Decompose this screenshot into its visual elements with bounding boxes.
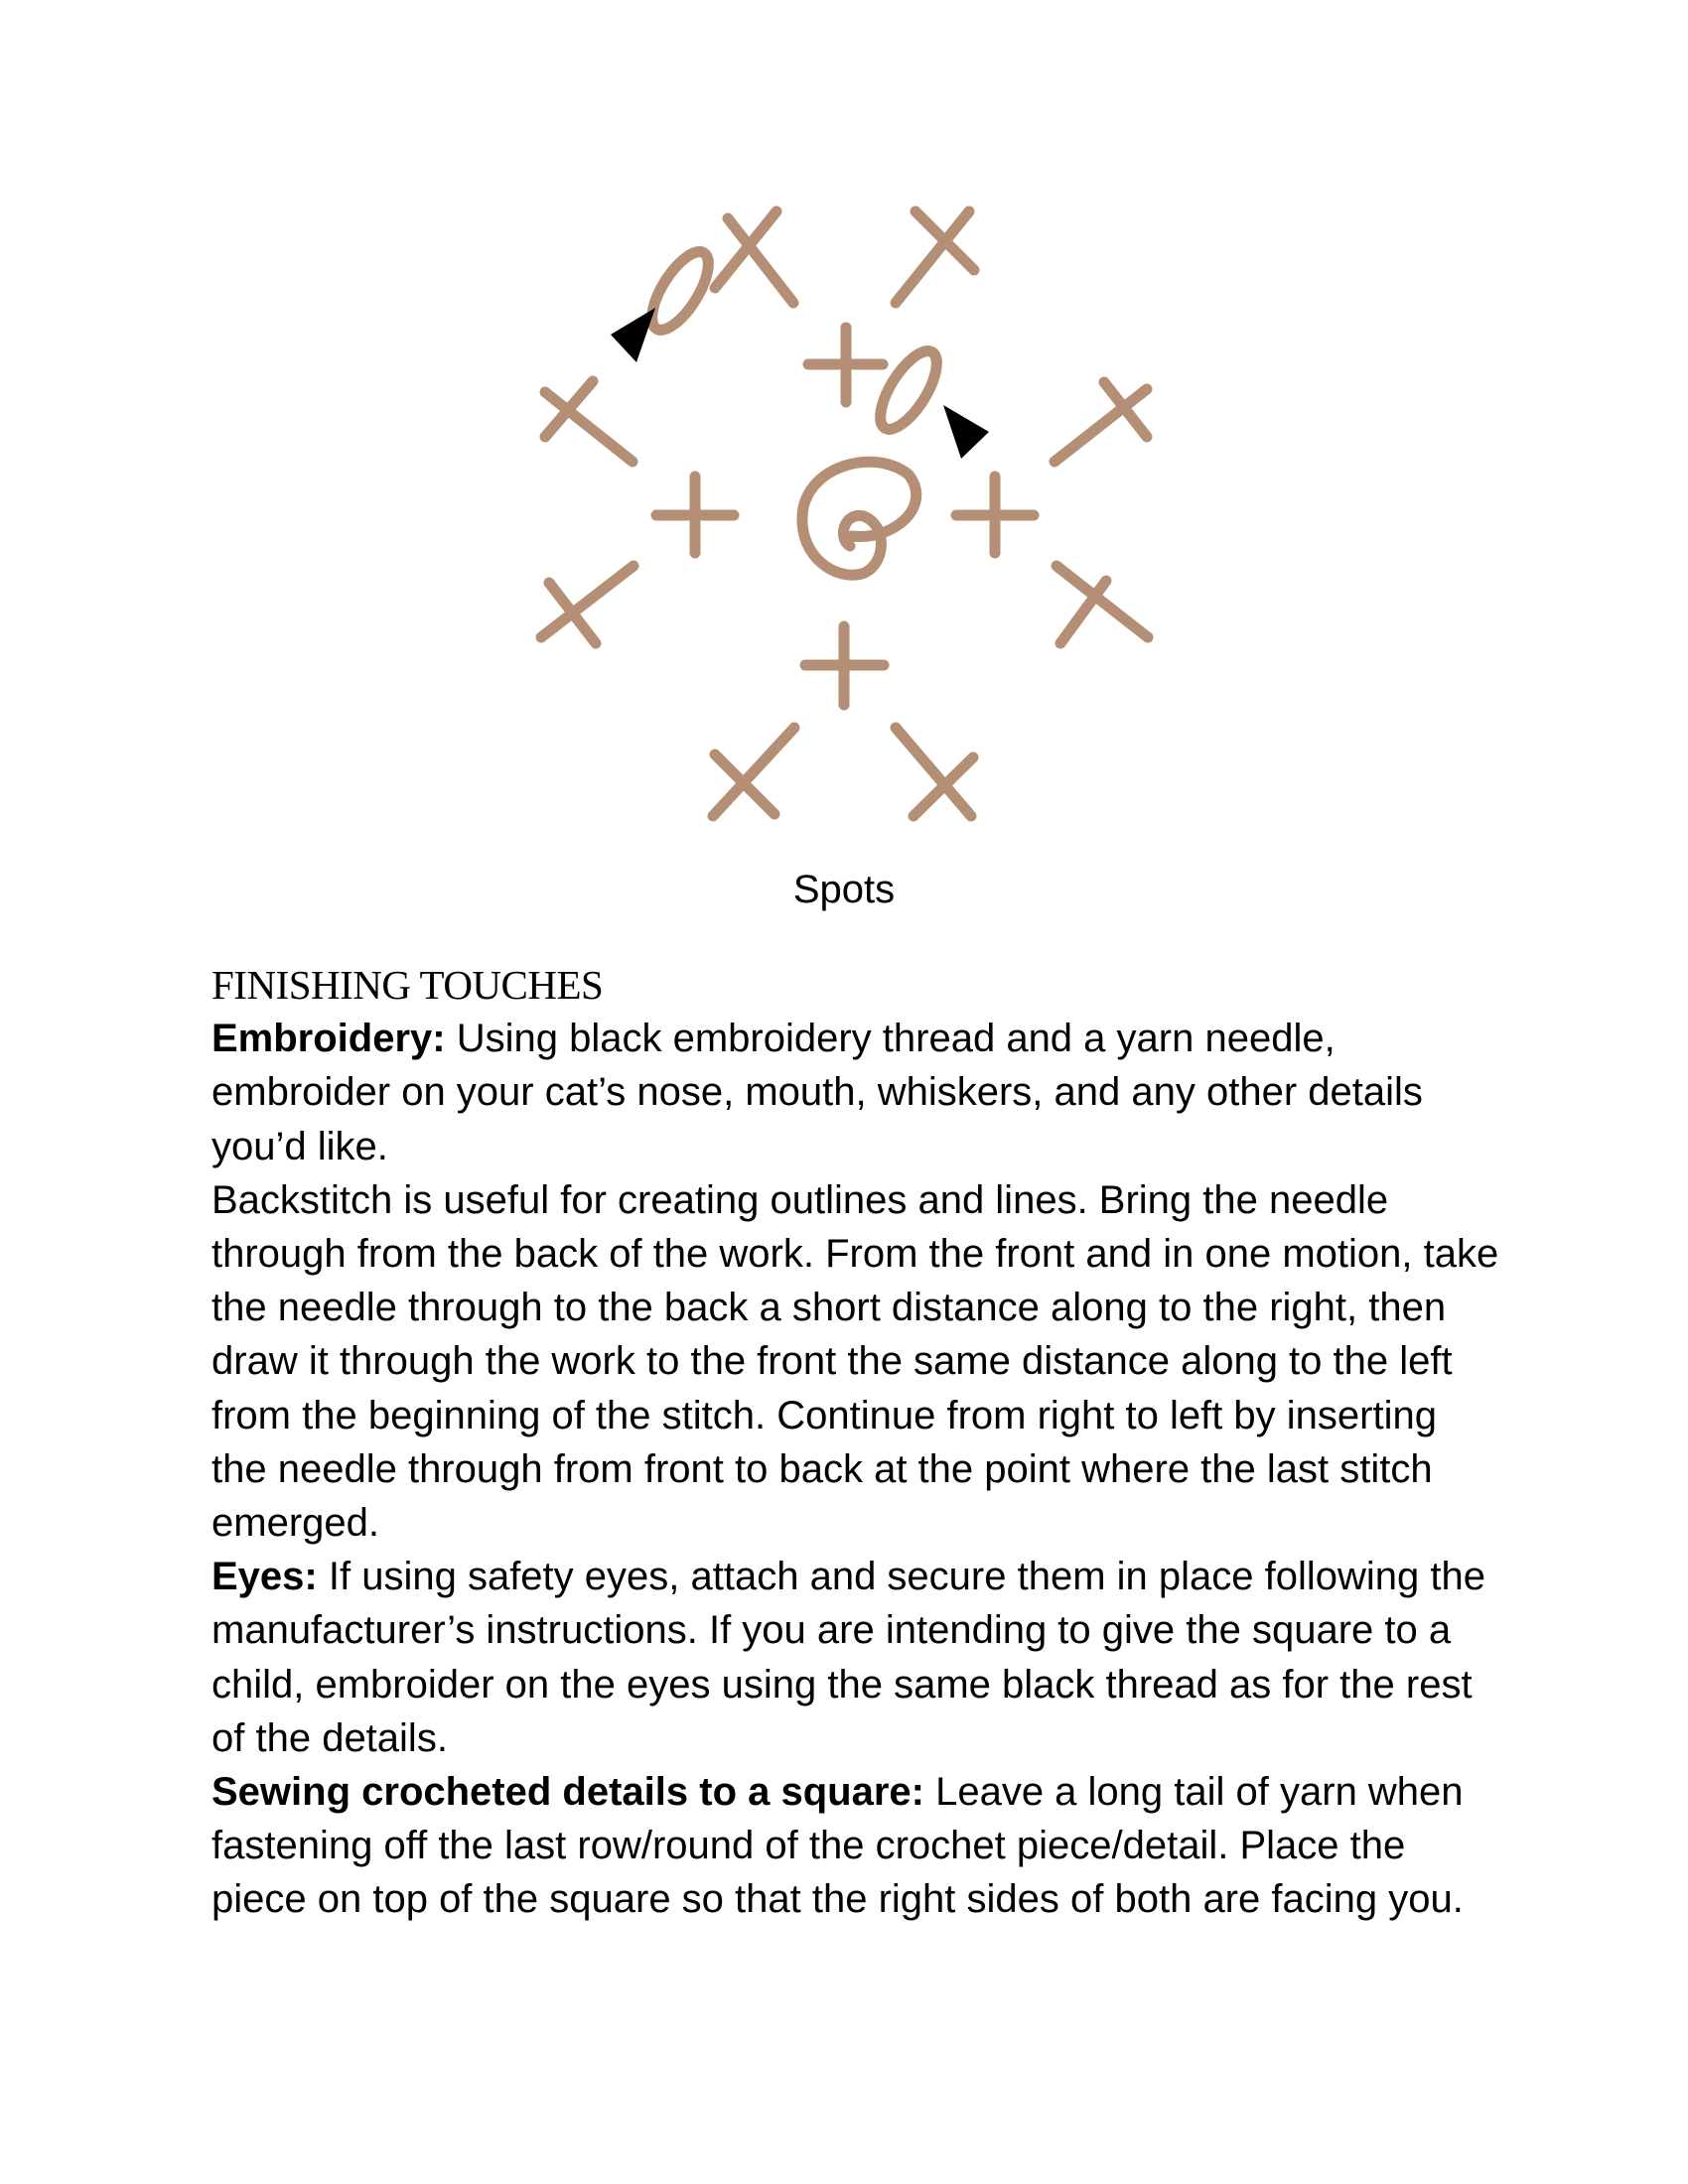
plus-stitch-icon [956,477,1034,553]
backstitch-paragraph: Backstitch is useful for creating outlines and lines. Bring the needle through from the back of the work. From the front and in one motion, take the needle through to the back a short distance along to the right, then draw it through the work to the front the same distance along to the left from the beginning of the stitch. Continue from right to left by inserting the needle through from front to back at the point where the last stitch emerged. [211,1177,1499,1546]
plus-stitch-icon [656,477,734,553]
finishing-touches-section [211,958,1502,1927]
x-stitch-icon [1055,382,1147,462]
direction-arrow-icon [611,308,655,362]
embroidery-text: Using black embroidery thread and a yarn needle, embroider on your cat’s nose, mouth, whiskers, and any other details you’d like. [211,1017,1423,1168]
plus-stitch-icon [808,328,883,402]
sewing-text: Leave a long tail of yarn when fastening off the last row/round of the crochet piece/detail. Place the piece on top of the square so that the right sides of both are facing you. [211,1770,1464,1922]
sewing-paragraph [211,1765,1502,1927]
spots-stitch-diagram [516,189,1192,844]
section-heading: FINISHING TOUCHES [211,962,604,1008]
direction-arrow-icon [943,405,989,459]
x-stitch-icon [541,566,633,643]
embroidery-label: Embroidery: [211,1017,446,1061]
chain-oval-icon [641,243,719,338]
embroidery-paragraph [211,1012,1502,1173]
chain-oval-icon [870,342,947,437]
x-stitch-icon [1056,566,1148,643]
plus-stitch-icon [805,626,884,705]
x-stitch-icon [896,211,974,303]
eyes-text: If using safety eyes, attach and secure them in place following the manufacturer’s instructions. If you are intending to give the square to a child, embroider on the eyes using the same black thread as for the rest of the details. [211,1555,1485,1760]
diagram-caption: Spots [792,868,896,911]
x-stitch-icon [715,211,793,303]
magic-ring-spiral-icon [802,462,916,575]
x-stitch-icon [713,728,794,816]
sewing-label: Sewing crocheted details to a square: [211,1770,924,1815]
x-stitch-icon [545,381,633,462]
eyes-paragraph [211,1550,1502,1765]
eyes-label: Eyes: [211,1555,318,1599]
x-stitch-icon [896,728,973,816]
